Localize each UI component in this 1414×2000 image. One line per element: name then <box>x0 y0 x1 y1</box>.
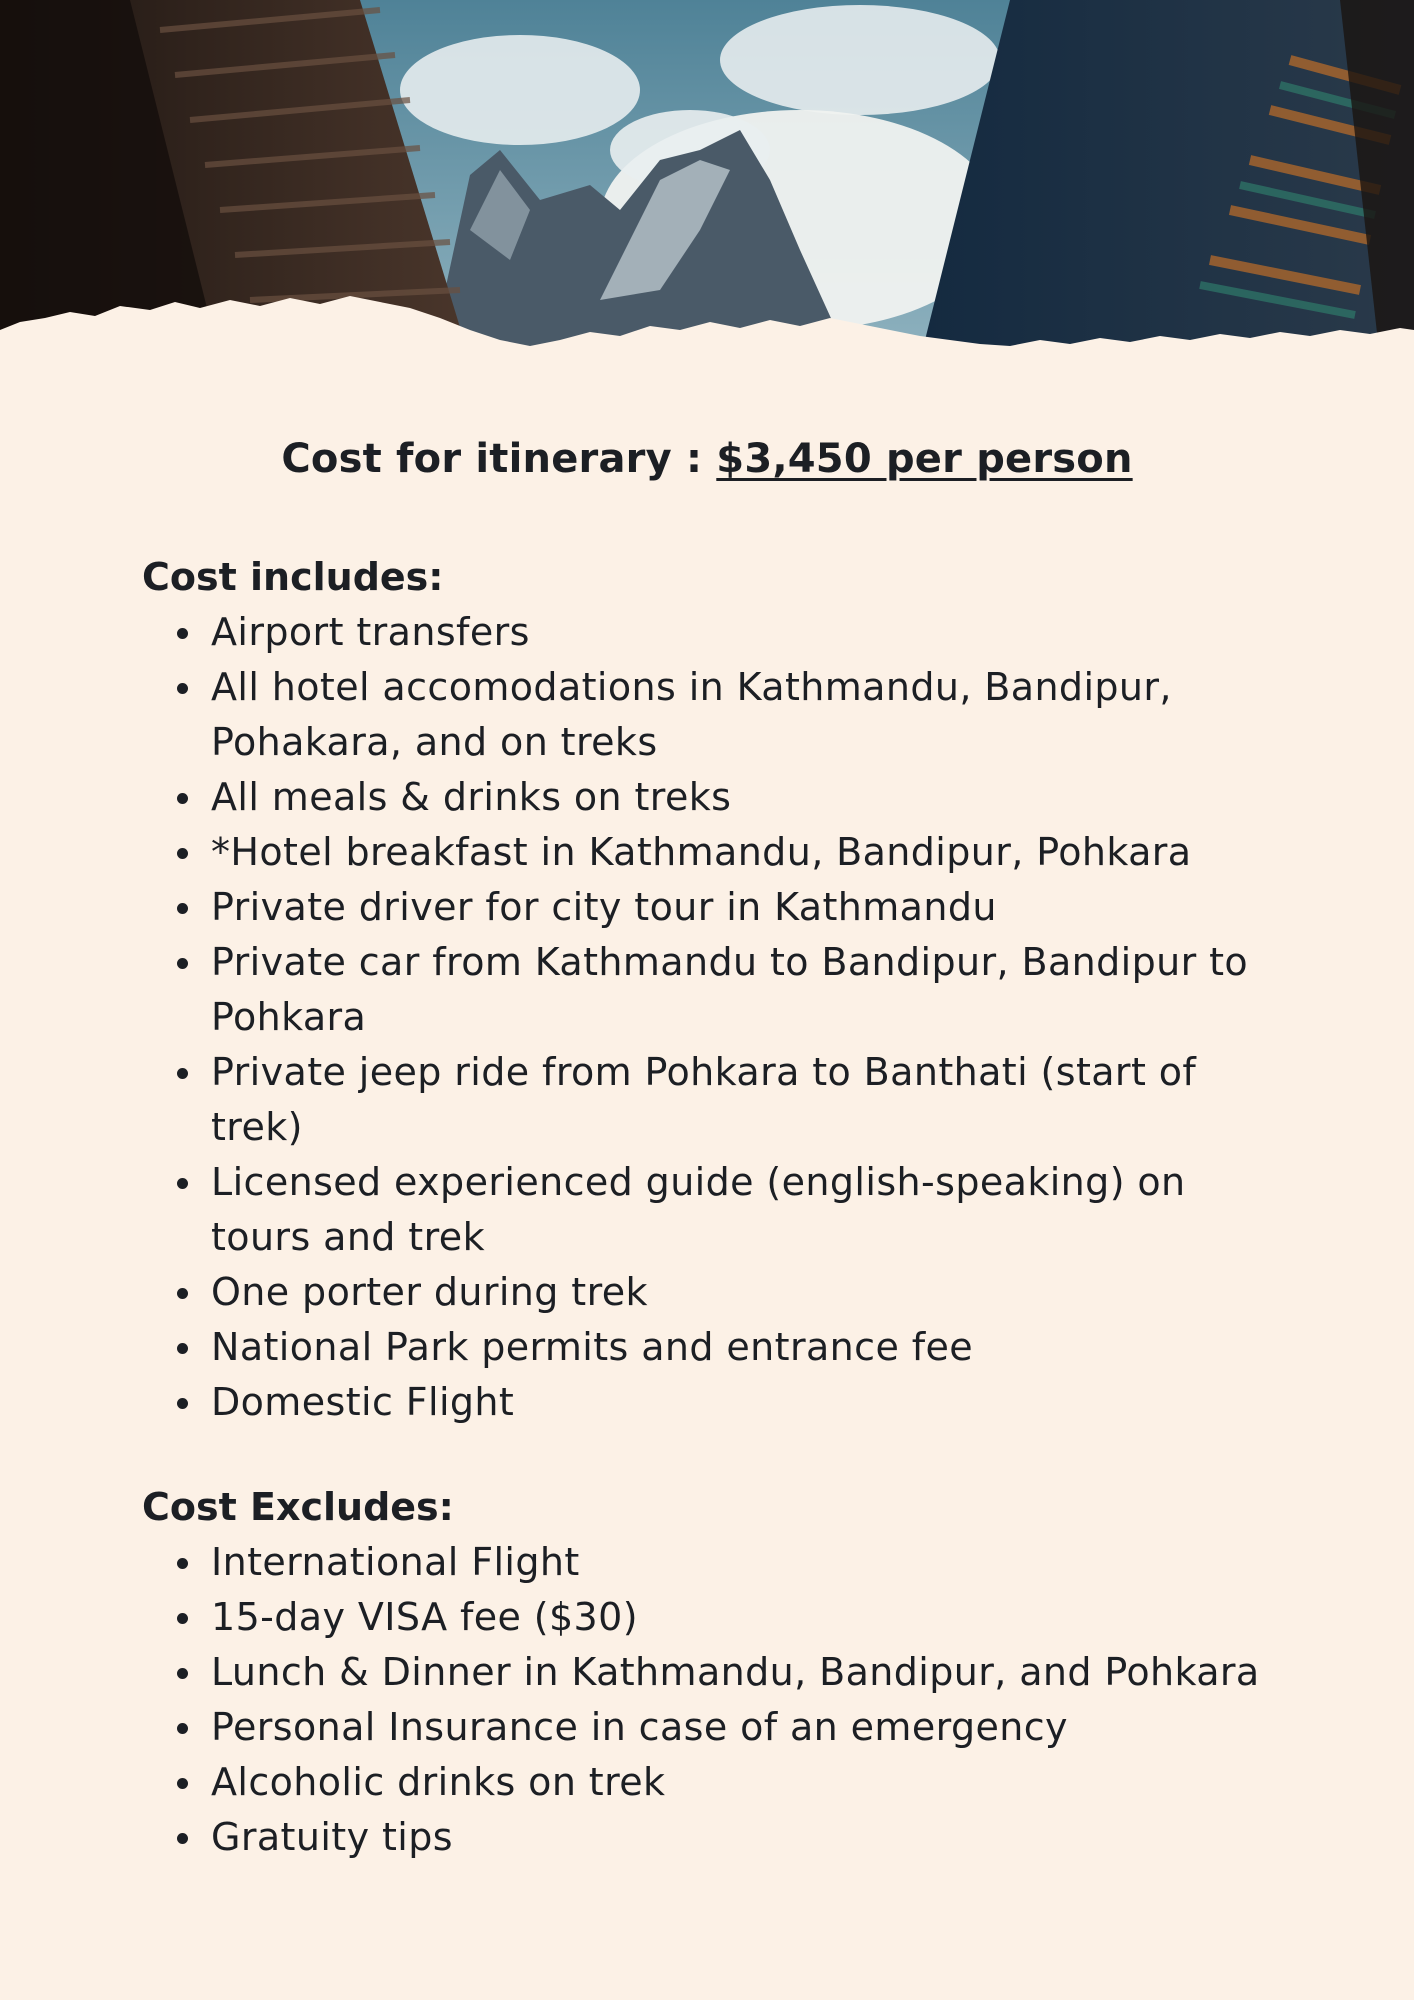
list-item: Domestic Flight <box>211 1375 1292 1430</box>
list-item: Gratuity tips <box>211 1810 1292 1865</box>
cost-price: $3,450 per person <box>716 436 1133 482</box>
list-item: Personal Insurance in case of an emergency <box>211 1700 1292 1755</box>
list-item: International Flight <box>211 1535 1292 1590</box>
list-item: All meals & drinks on treks <box>211 770 1292 825</box>
list-item: Alcoholic drinks on trek <box>211 1755 1292 1810</box>
mountain-photo-icon <box>0 0 1414 360</box>
excludes-list <box>142 1535 1292 1865</box>
list-item: Private jeep ride from Pohkara to Banthati (start of trek) <box>211 1045 1292 1155</box>
cost-label: Cost for itinerary : <box>281 436 717 482</box>
list-item: Private driver for city tour in Kathmandu <box>211 880 1292 935</box>
includes-section <box>142 550 1292 1430</box>
content <box>0 420 1414 1859</box>
list-item: Lunch & Dinner in Kathmandu, Bandipur, and Pohkara <box>211 1645 1292 1700</box>
list-item: Licensed experienced guide (english-speaking) on tours and trek <box>211 1155 1292 1265</box>
header-photo <box>0 0 1414 360</box>
list-item: 15-day VISA fee ($30) <box>211 1590 1292 1645</box>
includes-list <box>142 605 1292 1430</box>
includes-heading: Cost includes: <box>142 555 444 599</box>
excludes-heading: Cost Excludes: <box>142 1485 454 1529</box>
list-item: Airport transfers <box>211 605 1292 660</box>
list-item: One porter during trek <box>211 1265 1292 1320</box>
excludes-section <box>142 1480 1292 1865</box>
list-item: *Hotel breakfast in Kathmandu, Bandipur, Pohkara <box>211 825 1292 880</box>
list-item: Private car from Kathmandu to Bandipur, Bandipur to Pohkara <box>211 935 1292 1045</box>
cost-title <box>0 435 1414 483</box>
list-item: All hotel accomodations in Kathmandu, Bandipur, Pohakara, and on treks <box>211 660 1292 770</box>
list-item: National Park permits and entrance fee <box>211 1320 1292 1375</box>
